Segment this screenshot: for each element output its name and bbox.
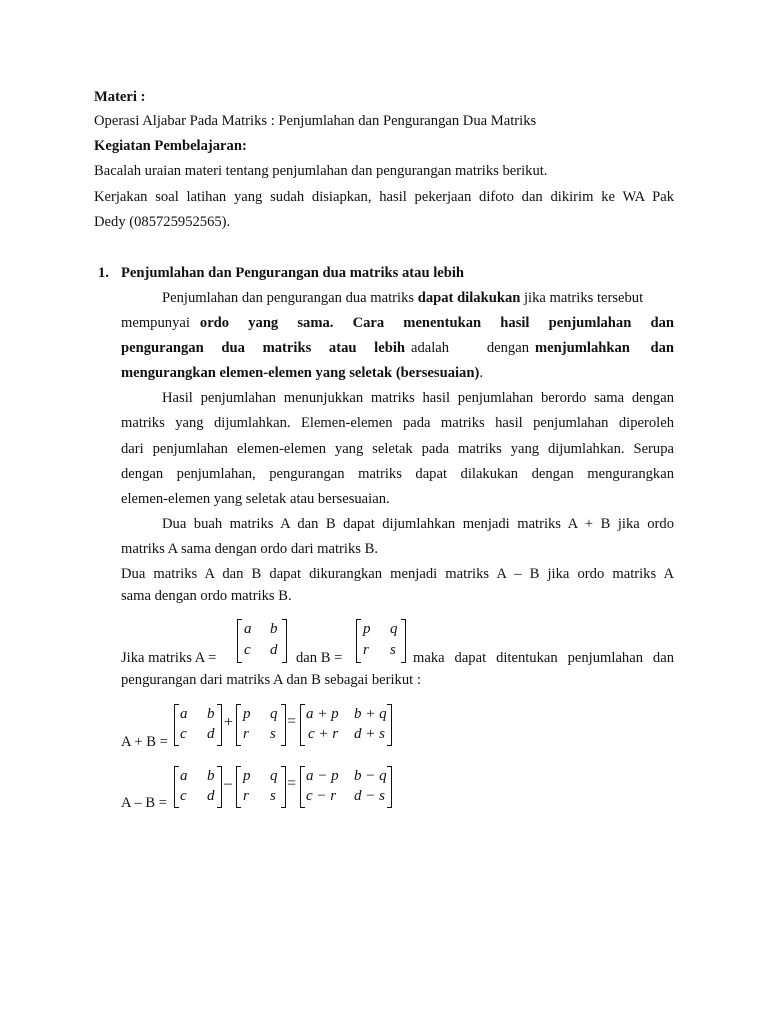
materi-title: Operasi Aljabar Pada Matriks : Penjumlahan dan Pengurangan Dua Matriks xyxy=(94,113,537,129)
sum-a-cell: a xyxy=(180,706,188,722)
p2-line-1: Hasil penjumlahan menunjukkan matriks hasil penjumlahan berordo sama dengan xyxy=(162,390,674,406)
p3-line-2: matriks A sama dengan ordo dari matriks B. xyxy=(121,541,378,557)
p2-line-5: elemen-elemen yang seletak atau bersesuaian. xyxy=(121,491,390,507)
matrix-a xyxy=(237,619,287,663)
p1-l4-b: . xyxy=(479,365,483,381)
diff-b-cell: q xyxy=(270,768,278,784)
p5-line-2: pengurangan dari matriks A dan B sebagai berikut : xyxy=(121,672,421,688)
diff-a-cell: c xyxy=(180,788,187,804)
diff-result-matrix xyxy=(300,766,392,808)
sum-a-cell: d xyxy=(207,726,215,742)
kegiatan-label: Kegiatan Pembelajaran: xyxy=(94,138,247,154)
sum-result-matrix xyxy=(300,704,392,746)
p1-line-3 xyxy=(121,341,674,356)
sum-result-cell: c + r xyxy=(308,726,339,742)
p1-l2-b: ordo yang sama. Cara menentukan hasil penjumlahan dan xyxy=(199,315,674,331)
p5-dan: dan B = xyxy=(296,650,343,666)
p1-l3-a: pengurangan dua matriks atau lebih xyxy=(121,340,405,356)
section-heading: Penjumlahan dan Pengurangan dua matriks atau lebih xyxy=(121,265,465,281)
diff-a-cell: d xyxy=(207,788,215,804)
p5-maka: maka dapat ditentukan penjumlahan dan xyxy=(413,650,674,666)
matrix-a-cell: d xyxy=(270,642,278,658)
matrix-a-cell: b xyxy=(270,621,278,637)
intro-line-1: Bacalah uraian materi tentang penjumlahan dan pengurangan matriks berikut. xyxy=(94,163,548,179)
p1-l2-a: mempunyai xyxy=(121,315,190,331)
diff-result-cell: c − r xyxy=(306,788,337,804)
sum-a-cell: b xyxy=(207,706,215,722)
sum-a-cell: c xyxy=(180,726,187,742)
diff-result-cell: d − s xyxy=(354,788,385,804)
diff-result-cell: a − p xyxy=(306,768,339,784)
sum-matrix-a xyxy=(174,704,222,746)
p1-l3-c: menjumlahkan dan xyxy=(535,340,674,356)
p1-l1-c: jika matriks tersebut xyxy=(520,290,644,306)
p4-line-1: Dua matriks A dan B dapat dikurangkan menjadi matriks A – B jika ordo matriks A xyxy=(121,566,674,582)
diff-label: A – B = xyxy=(121,795,167,811)
p2-line-4: dengan penjumlahan, pengurangan matriks dapat dilakukan dengan mengurangkan xyxy=(121,466,674,482)
p1-line-4 xyxy=(121,366,483,381)
matrix-b-cell: p xyxy=(363,621,371,637)
diff-matrix-b xyxy=(236,766,286,808)
diff-b-cell: r xyxy=(243,788,249,804)
diff-matrix-a xyxy=(174,766,222,808)
sum-result-cell: a + p xyxy=(306,706,339,722)
p1-l3-b: adalah dengan xyxy=(411,340,529,356)
p4-line-2: sama dengan ordo matriks B. xyxy=(121,588,292,604)
diff-a-cell: b xyxy=(207,768,215,784)
p1-l1-a: Penjumlahan dan pengurangan dua matriks xyxy=(162,290,418,306)
diff-minus: – xyxy=(224,775,232,792)
matrix-a-cell: a xyxy=(244,621,252,637)
diff-a-cell: a xyxy=(180,768,188,784)
diff-b-cell: s xyxy=(270,788,276,804)
sum-b-cell: p xyxy=(243,706,251,722)
sum-result-cell: b + q xyxy=(354,706,387,722)
p1-l1-b: dapat dilakukan xyxy=(417,290,521,306)
p3-line-1: Dua buah matriks A dan B dapat dijumlahkan menjadi matriks A + B jika ordo xyxy=(162,516,674,532)
intro-line-2a: Kerjakan soal latihan yang sudah disiapkan, hasil pekerjaan difoto dan dikirim ke WA Pak xyxy=(94,189,674,205)
sum-plus: + xyxy=(224,714,234,731)
sum-b-cell: q xyxy=(270,706,278,722)
matrix-b-cell: s xyxy=(390,642,396,658)
intro-line-2b: Dedy (085725952565). xyxy=(94,214,231,230)
matrix-b xyxy=(356,619,406,663)
diff-result-cell: b − q xyxy=(354,768,387,784)
p2-line-3: dari penjumlahan elemen-elemen yang seletak pada matriks yang dijumlahkan. Serupa xyxy=(121,441,674,457)
materi-label: Materi : xyxy=(94,89,146,105)
sum-label: A + B = xyxy=(121,734,168,750)
matrix-b-cell: r xyxy=(363,642,369,658)
matrix-a-cell: c xyxy=(244,642,251,658)
p5-jika: Jika matriks A = xyxy=(121,650,217,666)
p1-line-2 xyxy=(121,316,674,331)
p1-l4-a: mengurangkan elemen-elemen yang seletak (bersesuaian) xyxy=(121,365,480,381)
diff-b-cell: p xyxy=(243,768,251,784)
p2-line-2: matriks yang dijumlahkan. Elemen-elemen pada matriks hasil penjumlahan diperoleh xyxy=(121,415,674,431)
diff-equals: = xyxy=(287,775,297,792)
sum-matrix-b xyxy=(236,704,286,746)
p1-line-1 xyxy=(162,291,643,306)
sum-result-cell: d + s xyxy=(354,726,385,742)
sum-equals: = xyxy=(287,713,297,730)
sum-b-cell: r xyxy=(243,726,249,742)
matrix-b-cell: q xyxy=(390,621,398,637)
sum-b-cell: s xyxy=(270,726,276,742)
section-number: 1. xyxy=(98,265,109,281)
